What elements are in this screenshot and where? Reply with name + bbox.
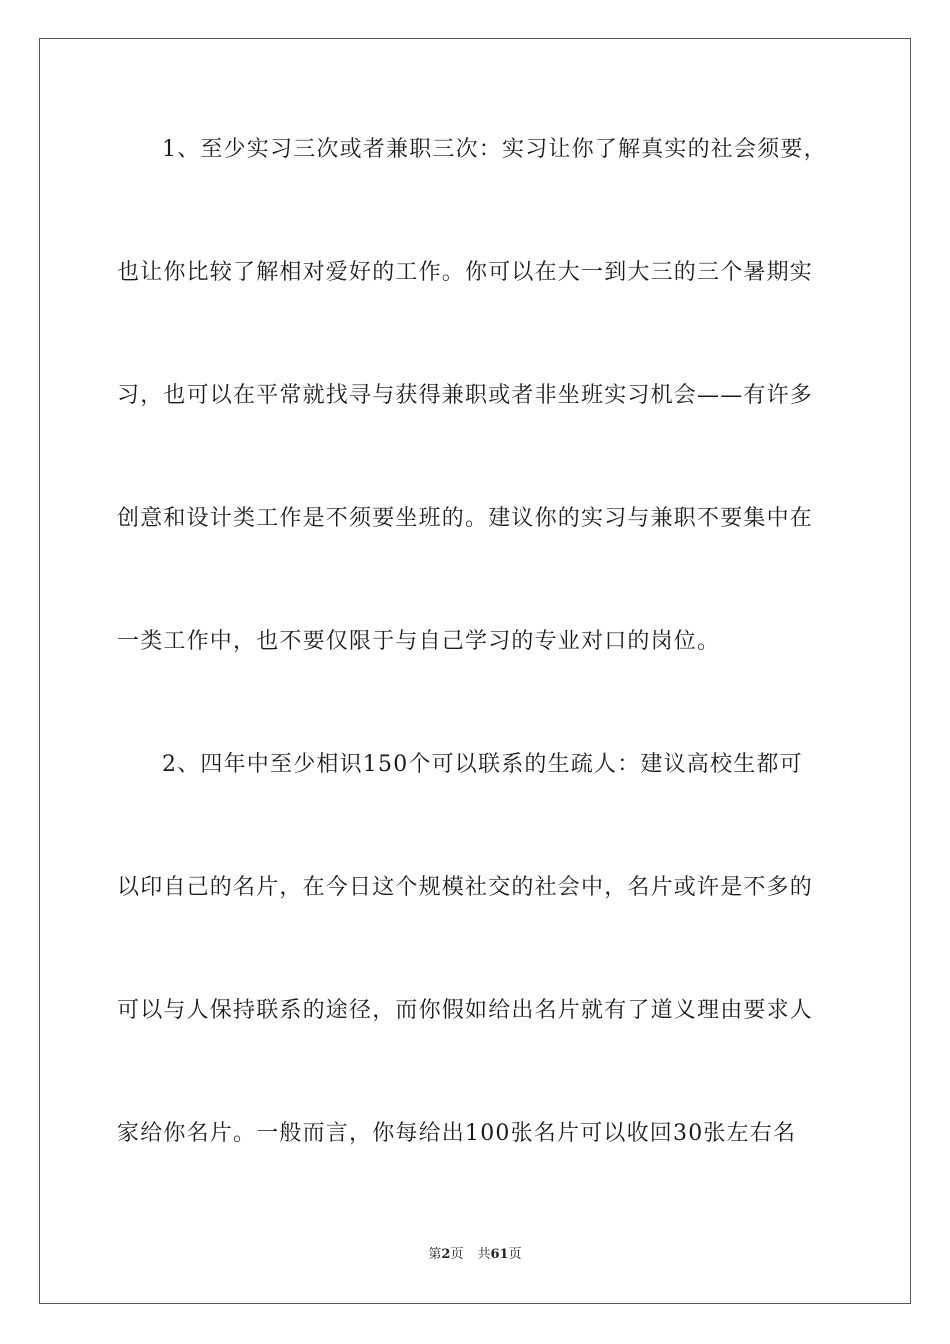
paragraph-2-line-1: 2、四年中至少相识150个可以联系的生疏人：建议高校生都可 <box>162 752 803 777</box>
page-current: 2 <box>441 1247 451 1262</box>
paragraph-2-line-3: 可以与人保持联系的途径，而你假如给出名片就有了道义理由要求人 <box>117 998 814 1023</box>
paragraph-2-line-4: 家给你名片。一般而言，你每给出100张名片可以收回30张左右名 <box>117 1121 797 1146</box>
paragraph-2-line-2: 以印自己的名片，在今日这个规模社交的社会中，名片或许是不多的 <box>117 875 814 900</box>
page-total: 61 <box>490 1247 509 1262</box>
paragraph-1-line-1: 1、至少实习三次或者兼职三次：实习让你了解真实的社会须要， <box>162 137 827 162</box>
total-prefix: 共 <box>477 1247 491 1262</box>
page-footer <box>0 1246 950 1264</box>
paragraph-1-line-2: 也让你比较了解相对爱好的工作。你可以在大一到大三的三个暑期实 <box>117 260 814 285</box>
page-border <box>39 38 911 1304</box>
page-suffix: 页 <box>450 1247 464 1262</box>
paragraph-1-line-4: 创意和设计类工作是不须要坐班的。建议你的实习与兼职不要集中在 <box>117 506 814 531</box>
paragraph-1-line-5: 一类工作中，也不要仅限于与自己学习的专业对口的岗位。 <box>117 629 721 654</box>
total-suffix: 页 <box>508 1247 522 1262</box>
page-prefix: 第 <box>428 1247 442 1262</box>
paragraph-1-line-3: 习，也可以在平常就找寻与获得兼职或者非坐班实习机会——有许多 <box>117 383 814 408</box>
